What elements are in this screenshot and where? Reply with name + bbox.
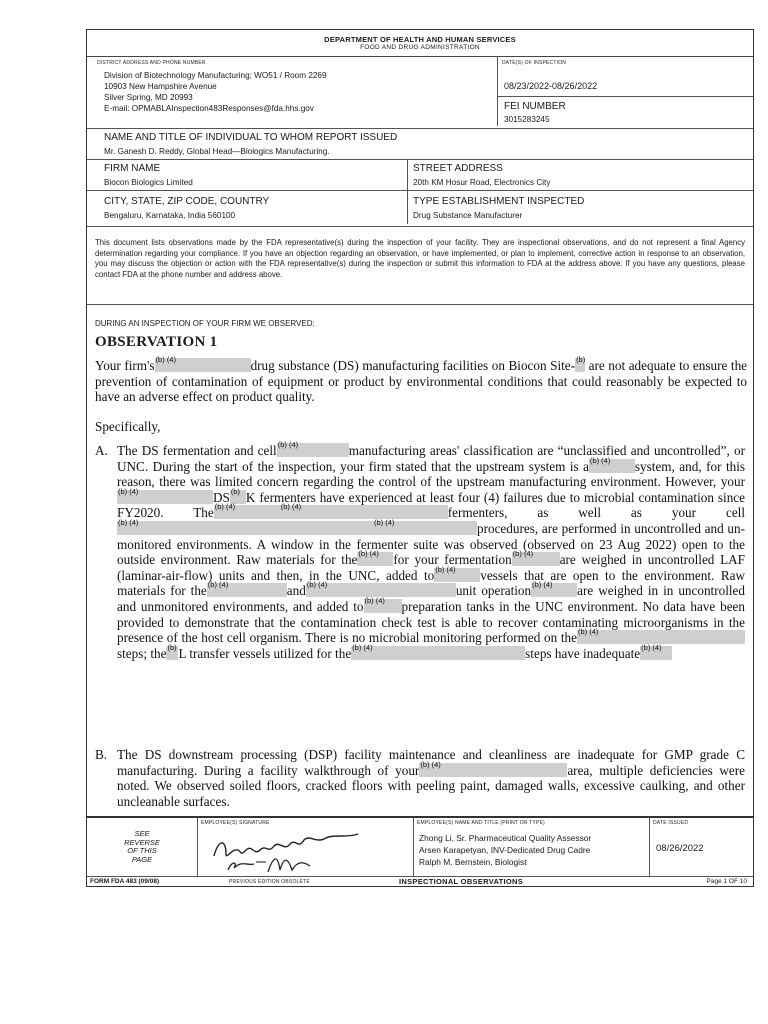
item-text: and	[286, 583, 306, 599]
handwritten-signature	[208, 826, 388, 874]
individual-label: NAME AND TITLE OF INDIVIDUAL TO WHOM REPORT ISSUED	[104, 132, 398, 143]
redaction	[280, 502, 448, 519]
observation-title: OBSERVATION 1	[95, 334, 218, 350]
establishment-value: Drug Substance Manufacturer	[413, 211, 523, 220]
item-text: are weighed in uncontrolled LAF (laminar-air-flow) units and then, in the UNC, added to	[117, 552, 745, 583]
intro-text: Your firm's	[95, 358, 155, 373]
see-reverse-line: PAGE	[131, 854, 153, 864]
employee-name: Zhong Li, Sr. Pharmaceutical Quality Assessor	[419, 833, 592, 843]
inspection-dates-box	[497, 56, 753, 96]
item-text: The DS fermentation and cell	[117, 443, 277, 458]
redaction-label: (b) (4)	[512, 549, 534, 559]
redaction-label: (b) (4)	[352, 642, 373, 652]
redaction	[434, 564, 480, 582]
firm-box	[87, 159, 407, 190]
inspection-dates-caption: DATE(S) OF INSPECTION	[502, 60, 567, 66]
redaction	[640, 642, 672, 660]
employee-names	[419, 832, 591, 868]
see-reverse-text	[87, 830, 197, 864]
redaction-label: (b) (4)	[306, 580, 328, 590]
redaction-label: (b)	[230, 486, 241, 496]
item-text: K fermenters have experienced at least four (4) failures due to microbial contamination since FY2020. The	[117, 489, 745, 521]
signature-caption: EMPLOYEE(S) SIGNATURE	[201, 820, 270, 826]
redaction	[207, 580, 287, 597]
redaction	[117, 517, 373, 535]
agency-title: FOOD AND DRUG ADMINISTRATION	[360, 44, 480, 51]
redaction-label: (b) (4)	[277, 440, 299, 449]
intro-text: drug substance (DS) manufacturing facilities on Biocon Site-	[250, 358, 576, 373]
redaction	[357, 549, 393, 566]
names-caption: EMPLOYEE(S) NAME AND TITLE (PRINT OR TYPE)	[417, 820, 545, 826]
redaction-label: (b) (4)	[207, 580, 229, 590]
establishment-label: TYPE ESTABLISHMENT INSPECTED	[413, 196, 585, 207]
city-value: Bengaluru, Karnataka, India 560100	[104, 211, 236, 220]
redaction	[117, 486, 213, 504]
redaction-label: (b)	[167, 642, 177, 652]
redaction	[351, 642, 525, 660]
street-label: STREET ADDRESS	[413, 163, 503, 174]
form-id-row	[87, 876, 753, 886]
fei-box	[497, 96, 753, 126]
district-line: Division of Biotechnology Manufacturing; WO51 / Room 2269	[104, 71, 327, 80]
redaction	[589, 455, 635, 473]
see-reverse-line: SEE	[134, 829, 150, 838]
item-b-body	[117, 747, 745, 809]
district-line: Silver Spring, MD 20993	[104, 93, 193, 102]
redaction-label: (b) (4)	[118, 486, 139, 496]
district-caption: DISTRICT ADDRESS AND PHONE NUMBER	[97, 60, 206, 66]
redaction	[531, 580, 577, 597]
notice-box	[87, 226, 753, 302]
employee-names-cell	[413, 818, 649, 876]
item-text: area, multiple deficiencies were noted. We observed soiled floors, cracked floors with peeling paint, damaged walls, excessive caulking, and other uncleanable surfaces.	[117, 762, 745, 809]
item-text: L transfer vessels utilized for the	[178, 645, 352, 661]
date-issued-value: 08/26/2022	[656, 843, 704, 854]
redaction	[512, 549, 560, 566]
item-text: steps; the	[117, 645, 167, 661]
notice-text: This document lists observations made by the FDA representative(s) during the inspection of your facility. They are inspectional observations, and do not represent a final Agency determination regarding your compliance. If you have an objection regarding an observation, or have implemented, or plan to implement, corrective action in response to an observation, you may discuss the objection or action with the FDA representative(s) during the inspection or submit this information to FDA at the address above. If you have any questions, please contact FDA at the phone number and address above.	[95, 238, 745, 279]
form-title: INSPECTIONAL OBSERVATIONS	[399, 877, 524, 886]
individual-box	[87, 128, 753, 159]
during-inspection-heading: DURING AN INSPECTION OF YOUR FIRM WE OBSERVED:	[95, 319, 315, 328]
form-id: FORM FDA 483 (09/08)	[90, 878, 160, 885]
item-text: manufacturing areas' classification are “unclassified and uncontrolled”, or UNC. During the start of the inspection, your firm stated that the upstream system is a	[117, 443, 745, 474]
redaction-label: (b) (4)	[435, 564, 456, 574]
page-number: Page 1 OF 10	[706, 878, 747, 885]
item-text: system, and, for this reason, there was limited concern regarding the control of the upstream manufacturing environment. However, your	[117, 458, 745, 490]
intro-text: are not adequate to ensure the prevention of contamination of equipment or product by environmental conditions that could reasonably be expected to have an adverse effect on product quality.	[95, 358, 748, 405]
redaction-label: (b) (4)	[641, 642, 662, 652]
item-text: The DS downstream processing (DSP) facility maintenance and cleanliness are inadequate for GMP grade C manufacturing. During a facility walkthrough of your	[117, 747, 745, 778]
item-letter: A.	[95, 443, 108, 458]
item-text: steps have inadequate	[525, 645, 641, 661]
redaction-label: (b)	[576, 355, 586, 364]
city-box	[87, 190, 407, 224]
district-line: 10903 New Hampshire Avenue	[104, 82, 217, 91]
fei-value: 3015283245	[504, 115, 550, 124]
item-text: DS	[213, 489, 230, 505]
previous-edition: PREVIOUS EDITION OBSOLETE	[229, 879, 310, 885]
signature-cell	[197, 818, 413, 876]
firm-label: FIRM NAME	[104, 163, 161, 174]
employee-name: Ralph M. Bernstein, Biologist	[419, 857, 527, 867]
observation-item-b	[95, 747, 745, 809]
redaction	[277, 440, 349, 457]
district-email: E-mail: OPMABLAInspection483Responses@fda.hhs.gov	[104, 104, 314, 113]
item-text: preparation tanks in the UNC environment. No data have been provided to demonstrate that the contamination check test is able to recover contaminating microorganisms in the presence of the host cell organism. There is no microbial monitoring performed on the	[117, 598, 745, 646]
redaction	[166, 642, 178, 660]
city-label: CITY, STATE, ZIP CODE, COUNTRY	[104, 196, 270, 207]
see-reverse-line: REVERSE	[124, 837, 160, 847]
district-lines	[104, 70, 327, 114]
date-issued-caption: DATE ISSUED	[653, 820, 689, 826]
fei-label: FEI NUMBER	[504, 101, 566, 112]
item-text: for your fermentation	[393, 552, 512, 568]
redaction-label: (b) (4)	[118, 517, 139, 527]
district-address-box	[87, 56, 497, 126]
item-a-body	[117, 440, 745, 661]
see-reverse-line: OF THIS	[127, 846, 157, 855]
see-reverse-cell	[87, 818, 197, 876]
observation-item-a	[95, 440, 745, 661]
redaction-label: (b) (4)	[420, 759, 441, 769]
observation-intro	[95, 355, 748, 405]
street-value: 20th KM Hosur Road, Electronics City	[413, 178, 551, 187]
inspection-dates-value: 08/23/2022-08/26/2022	[504, 81, 598, 91]
redaction-label: (b) (4)	[214, 502, 236, 512]
date-issued-cell	[649, 818, 753, 876]
item-text: vessels that are open to the environment. Raw materials for the	[117, 567, 745, 599]
fda-483-form	[86, 29, 754, 887]
redaction-label: (b) (4)	[280, 502, 302, 512]
employee-name: Arsen Karapetyan, INV-Dedicated Drug Cadre	[419, 845, 591, 855]
individual-value: Mr. Ganesh D. Reddy, Global Head—Biologics Manufacturing.	[104, 147, 330, 156]
form-header	[87, 30, 753, 57]
redaction-label: (b) (4)	[374, 517, 395, 527]
redaction	[373, 517, 477, 535]
redaction-label: (b) (4)	[578, 627, 599, 637]
firm-value: Biocon Biologics Limited	[104, 178, 193, 187]
redaction	[575, 355, 586, 372]
redaction	[155, 355, 251, 372]
redaction-label: (b) (4)	[589, 455, 611, 465]
department-title: DEPARTMENT OF HEALTH AND HUMAN SERVICES	[324, 35, 516, 44]
redaction	[364, 595, 402, 613]
redaction	[419, 759, 567, 777]
item-text: are weighed in in uncontrolled and unmonitored environments, and added to	[117, 583, 745, 614]
item-text: fermenters, as well as your cell	[447, 505, 745, 521]
item-text: unit operation	[455, 583, 532, 599]
street-box	[407, 159, 753, 190]
observations-box	[87, 304, 753, 816]
item-letter: B.	[95, 747, 108, 762]
redaction	[214, 502, 280, 519]
redaction-label: (b) (4)	[358, 549, 379, 559]
redaction-label: (b) (4)	[364, 595, 385, 605]
redaction-label: (b) (4)	[155, 355, 176, 364]
redaction-label: (b) (4)	[532, 580, 553, 590]
establishment-box	[407, 190, 753, 224]
item-text: procedures, are performed in uncontrolled and un-monitored environments. A window in the fermenter suite was observed (observed on 23 Aug 2022) open to the outside environment. Raw materials for the	[117, 520, 745, 568]
form-footer	[87, 816, 753, 886]
specifically-label: Specifically,	[95, 419, 161, 434]
